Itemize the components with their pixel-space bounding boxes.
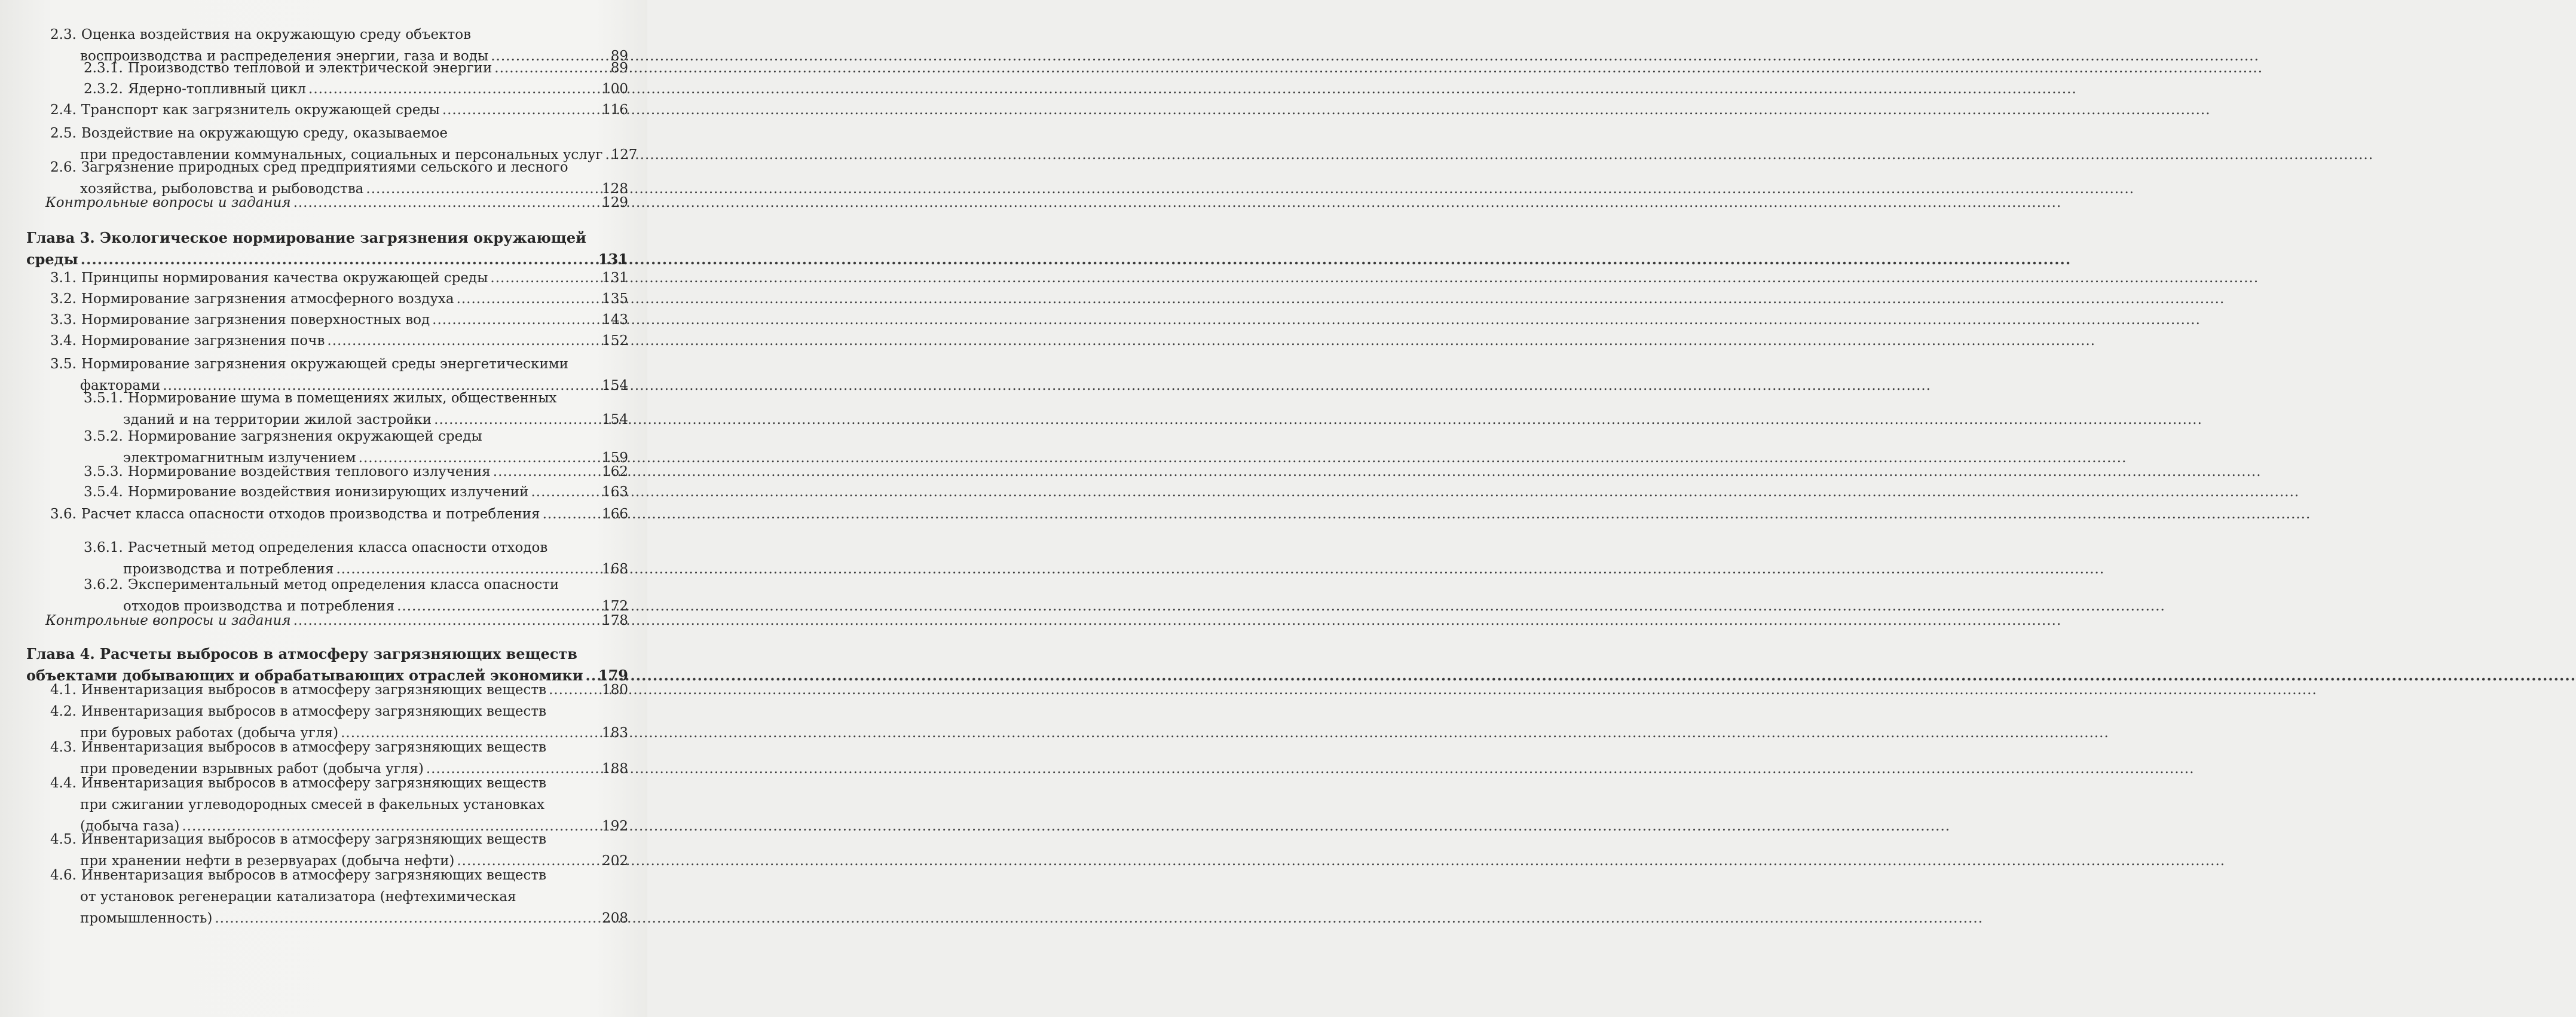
toc-page-number: 154 — [602, 412, 628, 428]
toc-entry-title: зданий и на территории жилой застройки — [123, 412, 432, 428]
toc-entry-title: (добыча газа) — [80, 819, 180, 835]
toc-entry-title: Нормирование загрязнения окружающей среды — [127, 429, 482, 444]
toc-entry-line — [50, 330, 628, 352]
toc-entry-title: электромагнитным излучением — [123, 450, 356, 466]
toc-page-number: 128 — [602, 181, 628, 197]
toc-entry-line — [50, 701, 628, 722]
toc-page-number: 179 — [598, 667, 628, 685]
toc-page-number: 192 — [602, 819, 628, 835]
dot-leader — [531, 481, 599, 503]
toc-page — [0, 0, 647, 1017]
toc-entry-line — [50, 679, 628, 701]
toc-entry-line — [84, 537, 628, 558]
toc-entry-line — [50, 772, 628, 794]
toc-entry-title: Контрольные вопросы и задания — [45, 195, 291, 210]
toc-entry-line — [80, 794, 628, 816]
toc-page-number: 154 — [602, 378, 628, 394]
toc-entry-number: 2.3.1. — [84, 60, 123, 76]
toc-entry-line — [50, 829, 628, 850]
toc-page-number: 202 — [602, 853, 628, 869]
dot-leader — [327, 330, 599, 352]
toc-entry-title: Нормирование загрязнения окружающей среды энергетическими — [81, 356, 568, 372]
toc-entry-number: 2.4. — [50, 102, 77, 118]
toc-entry-title: при буровых работах (добыча угля) — [80, 725, 339, 741]
toc-entry-title: Инвентаризация выбросов в атмосферу загрязняющих веществ — [81, 832, 547, 847]
toc-entry-line — [45, 192, 628, 213]
dot-leader — [293, 192, 600, 213]
toc-page-number: 131 — [602, 270, 628, 286]
toc-page-number: 168 — [602, 561, 628, 578]
toc-entry-title: хозяйства, рыболовства и рыбоводства — [80, 181, 364, 197]
toc-entry-title: Глава 3. Экологическое нормирование загрязнения окружающей — [26, 229, 586, 246]
toc-entry-title: Контрольные вопросы и задания — [45, 613, 291, 628]
toc-entry-number: 3.5.2. — [84, 429, 123, 444]
toc-entry-title: при проведении взрывных работ (добыча угля) — [80, 761, 424, 777]
dot-leader — [543, 503, 600, 525]
toc-entry-number: 3.5.4. — [84, 484, 123, 500]
toc-page-number: 131 — [598, 251, 628, 268]
toc-entry-title: Нормирование воздействия ионизирующих излучений — [127, 484, 529, 500]
toc-entry-line — [80, 908, 628, 929]
toc-entry-line — [84, 426, 628, 447]
toc-entry-line — [84, 461, 628, 482]
toc-entry-title: Нормирование шума в помещениях жилых, общественных — [127, 390, 557, 406]
toc-page-number: 162 — [602, 464, 628, 480]
toc-entry-title: Производство тепловой и электрической энергии — [127, 60, 492, 76]
toc-entry-title: Нормирование загрязнения почв — [81, 333, 325, 349]
toc-page-number: 135 — [602, 291, 628, 307]
toc-entry-line — [50, 99, 628, 121]
dot-leader — [293, 610, 600, 631]
toc-entry-number: 3.3. — [50, 312, 77, 328]
toc-entry-line — [50, 737, 628, 758]
toc-entry-line — [50, 353, 628, 375]
dot-leader — [442, 99, 599, 121]
toc-entry-title: Инвентаризация выбросов в атмосферу загрязняющих веществ — [81, 775, 547, 791]
dot-leader — [494, 57, 608, 79]
toc-entry-number: 3.5. — [50, 356, 77, 372]
dot-leader — [493, 461, 599, 482]
dot-leader — [490, 267, 599, 289]
toc-page-number: 127 — [611, 147, 638, 163]
toc-entry-line — [84, 57, 628, 79]
toc-entry-number: 2.3.2. — [84, 81, 123, 97]
dot-leader — [432, 309, 599, 331]
toc-entry-number: 3.4. — [50, 333, 77, 349]
toc-entry-number: 4.5. — [50, 832, 77, 847]
dot-leader — [457, 288, 600, 310]
toc-entry-line — [50, 288, 628, 310]
toc-entry-title: среды — [26, 251, 78, 268]
toc-entry-line — [84, 387, 628, 409]
toc-entry-title: воспроизводства и распределения энергии, газа и воды — [80, 48, 489, 65]
toc-entry-number: 3.6.2. — [84, 577, 123, 593]
toc-entry-title: Инвентаризация выбросов в атмосферу загрязняющих веществ — [81, 682, 547, 698]
toc-entry-title: Инвентаризация выбросов в атмосферу загрязняющих веществ — [81, 740, 547, 755]
toc-page-number: 188 — [602, 761, 628, 777]
toc-entry-number: 3.1. — [50, 270, 77, 286]
toc-entry-line — [50, 865, 628, 886]
toc-entry-line — [84, 574, 628, 595]
toc-entry-title: Нормирование воздействия теплового излучения — [127, 464, 491, 480]
toc-entry-line — [50, 24, 628, 45]
chapter-heading-line — [26, 227, 628, 249]
toc-entry-number: 4.2. — [50, 704, 77, 719]
toc-entry-line — [84, 78, 628, 100]
toc-entry-number: 3.5.3. — [84, 464, 123, 480]
toc-entry-line — [50, 309, 628, 331]
toc-page-number: 143 — [602, 312, 628, 328]
dot-leader — [549, 679, 599, 701]
toc-entry-number: 2.3. — [50, 27, 77, 42]
toc-entry-title: Расчетный метод определения класса опасности отходов — [127, 540, 548, 555]
toc-entry-title: промышленность) — [80, 911, 213, 927]
toc-page-number: 208 — [602, 911, 628, 927]
toc-page-number: 172 — [602, 598, 628, 615]
toc-entry-title: Инвентаризация выбросов в атмосферу загрязняющих веществ — [81, 704, 547, 719]
toc-entry-line — [50, 157, 628, 178]
toc-entry-title: Воздействие на окружающую среду, оказываемое — [81, 126, 448, 141]
toc-entry-title: Инвентаризация выбросов в атмосферу загрязняющих веществ — [81, 868, 547, 883]
toc-entry-title: отходов производства и потребления — [123, 598, 395, 615]
toc-page-number: 129 — [602, 195, 628, 210]
toc-entry-title: Нормирование загрязнения поверхностных вод — [81, 312, 430, 328]
toc-entry-number: 2.6. — [50, 160, 77, 175]
toc-page-number: 152 — [602, 333, 628, 349]
toc-entry-line — [45, 610, 628, 631]
toc-page-number: 100 — [602, 81, 628, 97]
toc-entry-line — [50, 503, 628, 525]
toc-page-number: 178 — [602, 613, 628, 628]
toc-page-number: 180 — [602, 682, 628, 698]
toc-entry-title: Транспорт как загрязнитель окружающей среды — [81, 102, 440, 118]
toc-entry-number: 4.4. — [50, 775, 77, 791]
toc-entry-title: объектами добывающих и обрабатывающих отраслей экономики — [26, 667, 583, 685]
toc-entry-title: факторами — [80, 378, 161, 394]
toc-entry-number: 2.5. — [50, 126, 77, 141]
toc-entry-number: 4.1. — [50, 682, 77, 698]
toc-entry-title: при сжигании углеводородных смесей в факельных установках — [80, 797, 544, 813]
toc-page-number: 166 — [602, 506, 628, 522]
toc-entry-title: Оценка воздействия на окружающую среду объектов — [81, 27, 472, 42]
toc-entry-title: Нормирование загрязнения атмосферного воздуха — [81, 291, 454, 307]
toc-entry-line — [80, 886, 628, 908]
dot-leader — [308, 78, 599, 100]
toc-entry-number: 3.5.1. — [84, 390, 123, 406]
toc-entry-title: производства и потребления — [123, 561, 334, 578]
toc-entry-title: Принципы нормирования качества окружающей среды — [81, 270, 488, 286]
toc-entry-line — [84, 481, 628, 503]
toc-entry-number: 4.6. — [50, 868, 77, 883]
toc-page-number: 89 — [610, 48, 628, 65]
toc-entry-title: Глава 4. Расчеты выбросов в атмосферу загрязняющих веществ — [26, 645, 577, 662]
toc-page-number: 89 — [610, 60, 628, 76]
toc-page-number: 183 — [602, 725, 628, 741]
toc-entry-line — [50, 267, 628, 289]
toc-page-number: 163 — [602, 484, 628, 500]
toc-entry-line — [50, 123, 628, 144]
toc-entry-title: Экспериментальный метод определения класса опасности — [127, 577, 559, 593]
toc-entry-title: при хранении нефти в резервуарах (добыча нефти) — [80, 853, 455, 869]
chapter-heading-line — [26, 643, 628, 665]
toc-page-number: 116 — [602, 102, 628, 118]
toc-page-number: 159 — [602, 450, 628, 466]
toc-entry-number: 3.6.1. — [84, 540, 123, 555]
toc-entry-title: от установок регенерации катализатора (нефтехимическая — [80, 889, 516, 905]
toc-entry-title: Расчет класса опасности отходов производства и потребления — [81, 506, 540, 522]
toc-entry-number: 4.3. — [50, 740, 77, 755]
toc-entry-title: Ядерно-топливный цикл — [127, 81, 307, 97]
toc-entry-title: при предоставлении коммунальных, социальных и персональных услуг — [80, 147, 603, 163]
toc-entry-number: 3.2. — [50, 291, 77, 307]
dot-leader — [215, 908, 599, 929]
toc-entry-number: 3.6. — [50, 506, 77, 522]
toc-entry-title: Загрязнение природных сред предприятиями сельского и лесного — [81, 160, 568, 175]
